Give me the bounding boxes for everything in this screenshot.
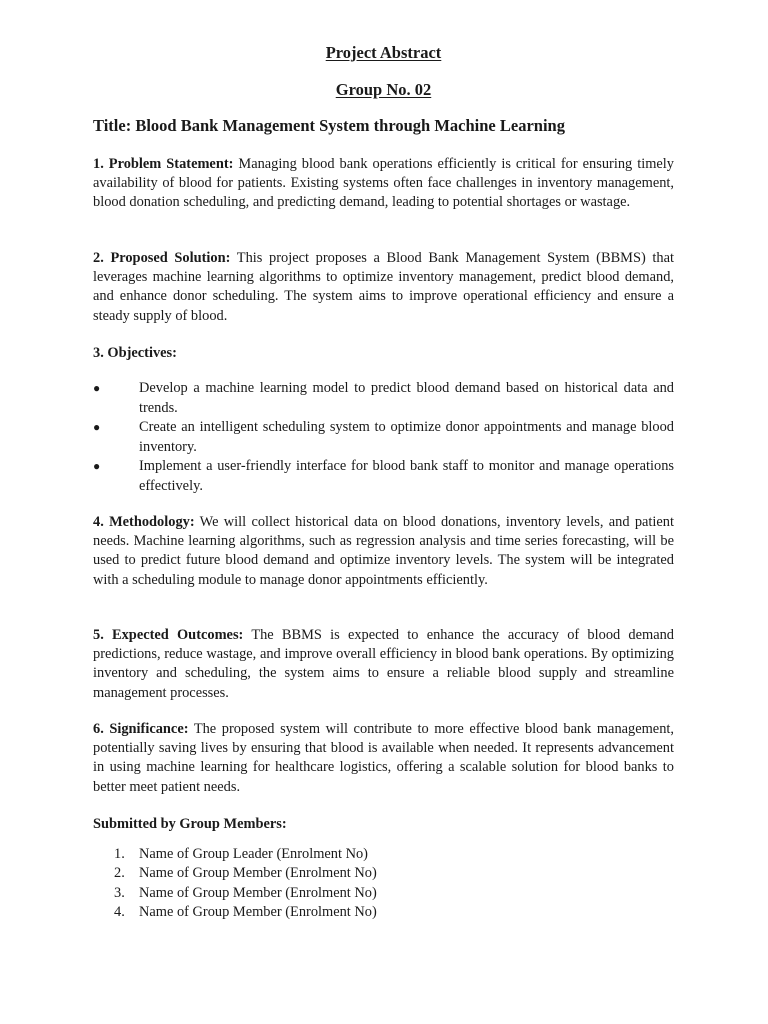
problem-statement-text: Managing blood bank operations efficiently is critical for ensuring timely availability of blood for patients. Existing systems often face challenges in inventory management, blood donation scheduling, and predicting demand, leading to potential shortages or wastage. <box>93 156 674 211</box>
group-number: Group No. 02 <box>335 80 432 99</box>
methodology-section <box>93 513 674 590</box>
problem-statement-label: 1. Problem Statement: <box>93 156 234 172</box>
bullet-icon: ● <box>93 420 101 434</box>
member-number: 4. <box>114 904 125 921</box>
member-name: Name of Group Member (Enrolment No) <box>139 865 377 882</box>
significance-section <box>93 720 674 797</box>
objectives-heading: 3. Objectives: <box>93 345 177 361</box>
member-number: 2. <box>114 865 125 882</box>
list-item <box>93 845 377 864</box>
problem-statement-section <box>93 155 674 213</box>
list-item <box>93 884 377 903</box>
expected-outcomes-section <box>93 626 674 703</box>
proposed-solution-section <box>93 249 674 326</box>
proposed-solution-text: This project proposes a Blood Bank Management System (BBMS) that leverages machine learning algorithms to optimize inventory management, predict blood demand, and enhance donor scheduling. The system aims to improve operational efficiency and ensure a steady supply of blood. <box>93 250 674 324</box>
objective-text: Create an intelligent scheduling system to optimize donor appointments and manage blood inventory. <box>139 419 674 455</box>
list-item <box>93 864 377 883</box>
proposed-solution-label: 2. Proposed Solution: <box>93 250 231 266</box>
list-item <box>93 418 674 457</box>
expected-outcomes-text: The BBMS is expected to enhance the accuracy of blood demand predictions, reduce wastage, and improve overall efficiency in blood bank operations. By optimizing inventory and scheduling, the system aims to ensure a reliable blood supply and streamline management processes. <box>93 627 674 701</box>
methodology-text: We will collect historical data on blood donations, inventory levels, and patient needs. Machine learning algorithms, such as regression analysis and time series forecasting, will be used to predict future blood demand and optimize inventory levels. The system will be integrated with a scheduling module to manage donor appointments efficiently. <box>93 514 674 588</box>
member-number: 3. <box>114 884 125 901</box>
significance-text: The proposed system will contribute to more effective blood bank management, potentially saving lives by ensuring that blood is available when needed. It represents advancement in using machine learning for healthcare logistics, offering a scalable solution for blood banks to better meet patient needs. <box>93 721 674 795</box>
list-item <box>93 903 377 922</box>
bullet-icon: ● <box>93 459 101 473</box>
document-title: Title: Blood Bank Management System through Machine Learning <box>93 116 565 135</box>
page-heading: Project Abstract <box>325 43 442 62</box>
bullet-icon: ● <box>93 381 101 395</box>
objectives-list <box>93 379 674 496</box>
group-members-list <box>93 845 377 923</box>
submitted-by-heading: Submitted by Group Members: <box>93 816 287 832</box>
list-item <box>93 379 674 418</box>
objective-text: Implement a user-friendly interface for blood bank staff to monitor and manage operations effectively. <box>139 458 674 494</box>
expected-outcomes-label: 5. Expected Outcomes: <box>93 627 244 643</box>
significance-label: 6. Significance: <box>93 721 189 737</box>
objective-text: Develop a machine learning model to predict blood demand based on historical data and trends. <box>139 380 674 416</box>
member-name: Name of Group Member (Enrolment No) <box>139 884 377 901</box>
member-name: Name of Group Leader (Enrolment No) <box>139 846 368 862</box>
member-number: 1. <box>114 846 125 862</box>
member-name: Name of Group Member (Enrolment No) <box>139 904 377 921</box>
list-item <box>93 457 674 496</box>
methodology-label: 4. Methodology: <box>93 514 195 530</box>
